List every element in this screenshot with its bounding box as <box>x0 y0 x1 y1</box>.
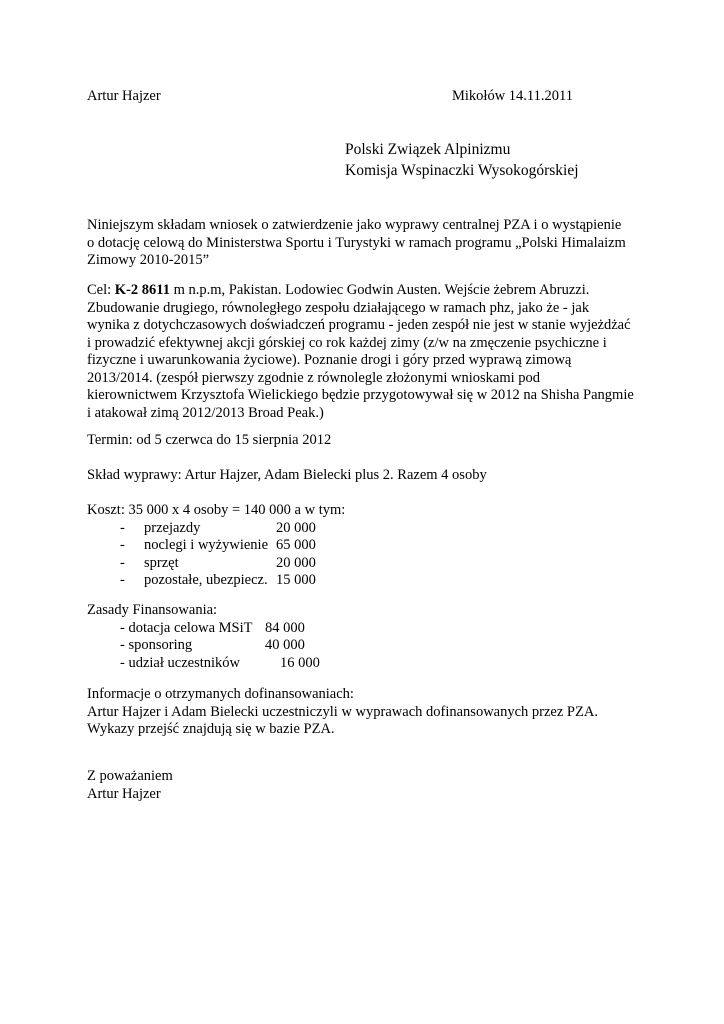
financing-label: - dotacja celowa MSiT <box>120 619 253 636</box>
header-place-date: Mikołów 14.11.2011 <box>452 88 573 104</box>
financing-label: - sponsoring <box>120 637 193 653</box>
info-line: Wykazy przejść znajdują się w bazie PZA. <box>87 721 335 737</box>
cost-dash: - <box>120 554 125 571</box>
cost-dash: - <box>120 537 125 553</box>
goal-paragraph <box>87 282 657 422</box>
goal-line: 2013/2014. (zespół pierwszy zgodnie z równolegle złożonymi wnioskami pod <box>87 369 541 386</box>
closing-signature: Artur Hajzer <box>87 785 161 802</box>
financing-value: 84 000 <box>265 619 305 636</box>
goal-first-line <box>87 282 657 300</box>
goal-peak: K-2 8611 <box>114 282 170 298</box>
term-line: Termin: od 5 czerwca do 15 sierpnia 2012 <box>87 432 332 448</box>
cost-item <box>87 555 657 573</box>
intro-line: Zimowy 2010-2015” <box>87 252 210 268</box>
goal-line: Zbudowanie drugiego, równoległego zespołu działającego w ramach phz, jako że - jak <box>87 299 590 316</box>
cost-value: 15 000 <box>276 572 316 588</box>
header-author: Artur Hajzer <box>87 88 161 104</box>
cost-section <box>87 502 657 590</box>
closing-section <box>87 768 657 803</box>
financing-heading: Zasady Finansowania: <box>87 602 218 618</box>
info-line: Artur Hajzer i Adam Bielecki uczestniczyli w wyprawach dofinansowanych przez PZA. <box>87 703 598 720</box>
intro-line: o dotację celową do Ministerstwa Sportu i Turystyki w ramach programu „Polski Himalaizm <box>87 234 626 251</box>
cost-item <box>87 537 657 555</box>
goal-label: Cel: <box>87 282 112 298</box>
goal-first-line-rest: m n.p.m, Pakistan. Lodowiec Godwin Austen. Wejście żebrem Abruzzi. <box>173 282 590 298</box>
cost-value: 20 000 <box>276 519 316 536</box>
recipient-line-1: Polski Związek Alpinizmu <box>345 141 511 158</box>
goal-line: i prowadzić efektywnej akcji górskiej co rok każdej zimy (z/w na zmęczenie psychiczne i <box>87 334 607 351</box>
cost-dash: - <box>120 572 125 588</box>
goal-line: kierownictwem Krzysztofa Wielickiego będzie przygotowywał się w 2012 na Shisha Pangmie <box>87 387 634 403</box>
financing-section <box>87 602 657 672</box>
info-section <box>87 686 657 739</box>
recipient-line-2: Komisja Wspinaczki Wysokogórskiej <box>345 162 579 179</box>
cost-label: pozostałe, ubezpiecz. <box>144 572 268 588</box>
cost-label: sprzęt <box>144 554 179 571</box>
financing-value: 16 000 <box>280 654 320 671</box>
financing-item <box>87 620 657 638</box>
intro-paragraph <box>87 217 657 270</box>
cost-dash: - <box>120 519 125 536</box>
financing-value: 40 000 <box>265 637 305 653</box>
cost-item <box>87 572 657 590</box>
financing-label: - udział uczestników <box>120 654 240 671</box>
cost-heading: Koszt: 35 000 x 4 osoby = 140 000 a w tym: <box>87 502 346 518</box>
info-heading: Informacje o otrzymanych dofinansowaniach: <box>87 686 354 702</box>
cost-value: 65 000 <box>276 537 316 553</box>
intro-line: Niniejszym składam wniosek o zatwierdzenie jako wyprawy centralnej PZA i o wystąpienie <box>87 217 622 233</box>
cost-item <box>87 520 657 538</box>
financing-item <box>87 637 657 655</box>
goal-line: i atakował zimą 2012/2013 Broad Peak.) <box>87 404 324 421</box>
team-line: Skład wyprawy: Artur Hajzer, Adam Bielecki plus 2. Razem 4 osoby <box>87 467 487 483</box>
cost-label: noclegi i wyżywienie <box>144 537 269 553</box>
goal-line: fizyczne i uwarunkowania życiowe). Poznanie drogi i góry przed wyprawą zimową <box>87 352 572 368</box>
cost-label: przejazdy <box>144 519 201 536</box>
closing-salutation: Z poważaniem <box>87 768 173 784</box>
financing-item <box>87 655 657 673</box>
cost-value: 20 000 <box>276 554 316 571</box>
goal-line: wynika z dotychczasowych doświadczeń programu - jeden zespół nie jest w stanie wyjeżdżać <box>87 317 631 333</box>
